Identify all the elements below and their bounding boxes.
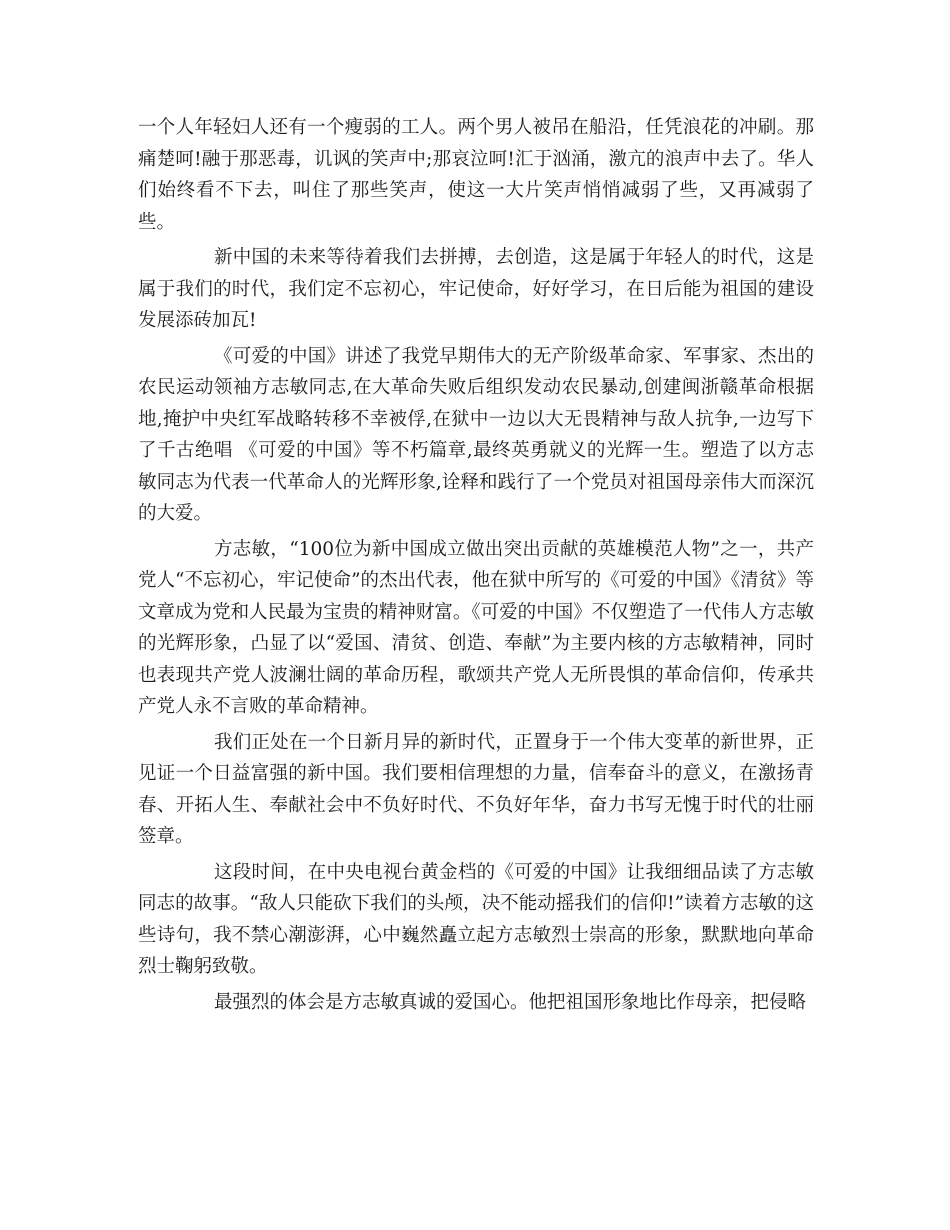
paragraph-4: 方志敏，“100位为新中国成立做出突出贡献的英雄模范人物”之一，共产党人“不忘初心，牢记使命”的杰出代表，他在狱中所写的《可爱的中国》《清贫》等文章成为党和人民最为宝贵的精神财富。《可爱的中国》不仅塑造了一代伟人方志敏的光辉形象，凸显了以“爱国、清贫、创造、奉献”为主要内核的方志敏精神，同时也表现共产党人波澜壮阔的革命历程，歌颂共产党人无所畏惧的革命信仰，传承共产党人永不言败的革命精神。 (138, 538, 814, 717)
paragraph-7: 最强烈的体会是方志敏真诚的爱国心。他把祖国形象地比作母亲，把侵略 (214, 991, 807, 1013)
paragraph-2: 新中国的未来等待着我们去拼搏，去创造，这是属于年轻人的时代，这是属于我们的时代，我们定不忘初心，牢记使命，好好学习，在日后能为祖国的建设发展添砖加瓦! (138, 247, 814, 331)
document-page (138, 112, 814, 1022)
paragraph-6: 这段时间，在中央电视台黄金档的《可爱的中国》让我细细品读了方志敏同志的故事。“敌人只能砍下我们的头颅，决不能动摇我们的信仰!”读着方志敏的这些诗句，我不禁心潮澎湃，心中巍然矗立起方志敏烈士崇高的形象，默默地向革命烈士鞠躬致敬。 (138, 861, 814, 977)
paragraph-3: 《可爱的中国》讲述了我党早期伟大的无产阶级革命家、军事家、杰出的农民运动领袖方志敏同志,在大革命失败后组织发动农民暴动,创建闽浙赣革命根据地,掩护中央红军战略转移不幸被俘,在狱中一边以大无畏精神与敌人抗争,一边写下了千古绝唱 《可爱的中国》等不朽篇章,最终英勇就义的光辉一生。塑造了以方志敏同志为代表一代革命人的光辉形象,诠释和践行了一个党员对祖国母亲伟大而深沉的大爱。 (138, 345, 814, 524)
paragraph-5: 我们正处在一个日新月异的新时代，正置身于一个伟大变革的新世界，正见证一个日益富强的新中国。我们要相信理想的力量，信奉奋斗的意义，在激扬青春、开拓人生、奉献社会中不负好时代、不负好年华，奋力书写无愧于时代的壮丽签章。 (138, 731, 814, 847)
paragraph-1: 一个人年轻妇人还有一个瘦弱的工人。两个男人被吊在船沿，任凭浪花的冲刷。那痛楚呵!融于那恶毒，讥讽的笑声中;那哀泣呵!汇于汹涌，激亢的浪声中去了。华人们始终看不下去，叫住了那些笑声，使这一大片笑声悄悄减弱了些，又再减弱了些。 (138, 117, 814, 233)
